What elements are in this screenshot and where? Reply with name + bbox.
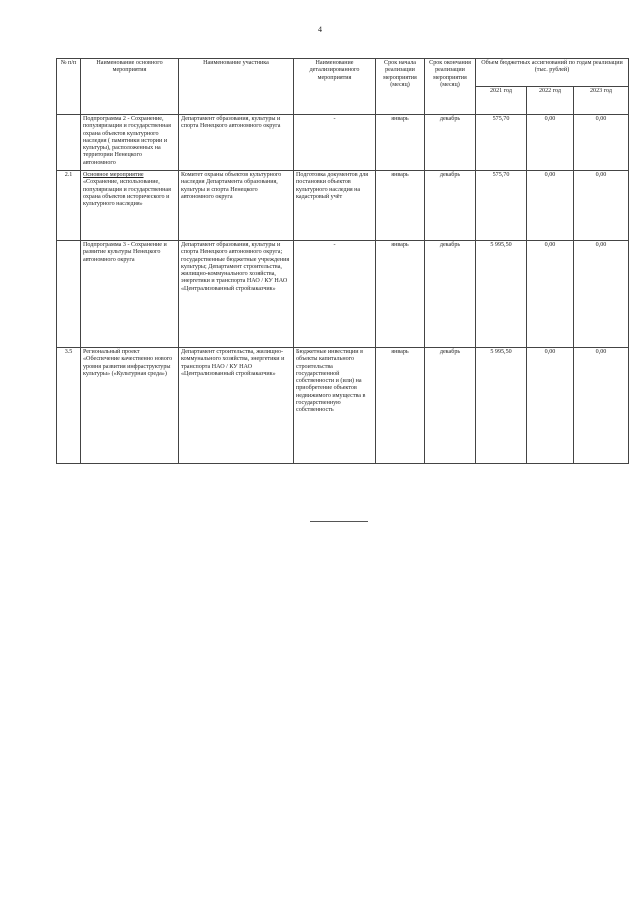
cell-end: декабрь (425, 115, 476, 171)
cell-start: январь (376, 241, 425, 348)
header-start-month: Срок начала реализации мероприятия (месяц) (376, 59, 425, 115)
cell-num: 3.5 (57, 348, 81, 464)
header-row-1 (57, 59, 629, 87)
page-number: 4 (318, 25, 322, 34)
cell-num: 2.1 (57, 171, 81, 241)
cell-2023: 0,00 (574, 171, 629, 241)
header-budget-group: Объем бюджетных ассигнований по годам реализации (тыс. рублей) (476, 59, 629, 87)
header-year-2021: 2021 год (476, 87, 527, 115)
header-year-2023: 2023 год (574, 87, 629, 115)
cell-2023: 0,00 (574, 241, 629, 348)
end-of-document-rule (310, 521, 368, 522)
header-year-2022: 2022 год (527, 87, 574, 115)
cell-2022: 0,00 (527, 348, 574, 464)
table-row (57, 115, 629, 171)
cell-detailed: Подготовка документов для постановки объектов культурного наследия на кадастровый учёт (294, 171, 376, 241)
table-row (57, 241, 629, 348)
cell-2023: 0,00 (574, 115, 629, 171)
cell-detailed: - (294, 115, 376, 171)
cell-main-activity: Подпрограмма 3 - Сохранение и развитие культуры Ненецкого автономного округа (81, 241, 179, 348)
cell-main-activity: Региональный проект «Обеспечение качественно нового уровня развития инфраструктуры культуры» («Культурная среда») (81, 348, 179, 464)
cell-detailed: Бюджетные инвестиции в объекты капитального строительства государственной собственности и (или) на приобретение объектов недвижимого имущества в государственную собственность (294, 348, 376, 464)
header-num: № п/п (57, 59, 81, 115)
cell-participant: Департамент строительства, жилищно-коммунального хозяйства, энергетики и транспорта НАО / КУ НАО «Централизованный стройзаказчик» (179, 348, 294, 464)
main-activity-text: Подпрограмма 2 - Сохранение, популяризация и государственная охрана объектов культурного наследия ( памятники истории и культуры), расположенных на территории Ненецкого автономного (83, 116, 171, 166)
cell-main-activity (81, 171, 179, 241)
cell-start: январь (376, 171, 425, 241)
cell-2022: 0,00 (527, 171, 574, 241)
cell-end: декабрь (425, 348, 476, 464)
cell-num (57, 241, 81, 348)
cell-2023: 0,00 (574, 348, 629, 464)
main-activity-prefix: Основное мероприятие (83, 172, 144, 178)
header-participant: Наименование участника (179, 59, 294, 115)
cell-2021: 575,70 (476, 115, 527, 171)
main-activity-text: «Сохранение, использование, популяризация и государственная охрана объектов исторического и культурного наследия» (83, 179, 171, 208)
cell-start: январь (376, 348, 425, 464)
cell-2021: 5 995,50 (476, 348, 527, 464)
budget-allocation-table (56, 58, 629, 464)
table-row (57, 171, 629, 241)
cell-2022: 0,00 (527, 241, 574, 348)
cell-start: январь (376, 115, 425, 171)
header-main-activity: Наименование основного мероприятия (81, 59, 179, 115)
cell-2021: 575,70 (476, 171, 527, 241)
cell-end: декабрь (425, 171, 476, 241)
cell-participant: Департамент образования, культуры и спорта Ненецкого автономного округа (179, 115, 294, 171)
cell-main-activity (81, 115, 179, 171)
cell-2021: 5 995,50 (476, 241, 527, 348)
header-end-month: Срок окончания реализации мероприятия (месяц) (425, 59, 476, 115)
cell-end: декабрь (425, 241, 476, 348)
cell-2022: 0,00 (527, 115, 574, 171)
cell-num (57, 115, 81, 171)
header-detailed-activity: Наименование детализированного мероприятия (294, 59, 376, 115)
cell-participant: Департамент образования, культуры и спорта Ненецкого автономного округа; государственные бюджетные учреждения культуры; Департамент строительства, жилищно-коммунального хозяйства, энергетики и транспорта НАО / КУ НАО «Централизованный стройзаказчик» (179, 241, 294, 348)
cell-detailed: - (294, 241, 376, 348)
table-row (57, 348, 629, 464)
cell-participant: Комитет охраны объектов культурного наследия Департамента образования, культуры и спорта Ненецкого автономного округа (179, 171, 294, 241)
